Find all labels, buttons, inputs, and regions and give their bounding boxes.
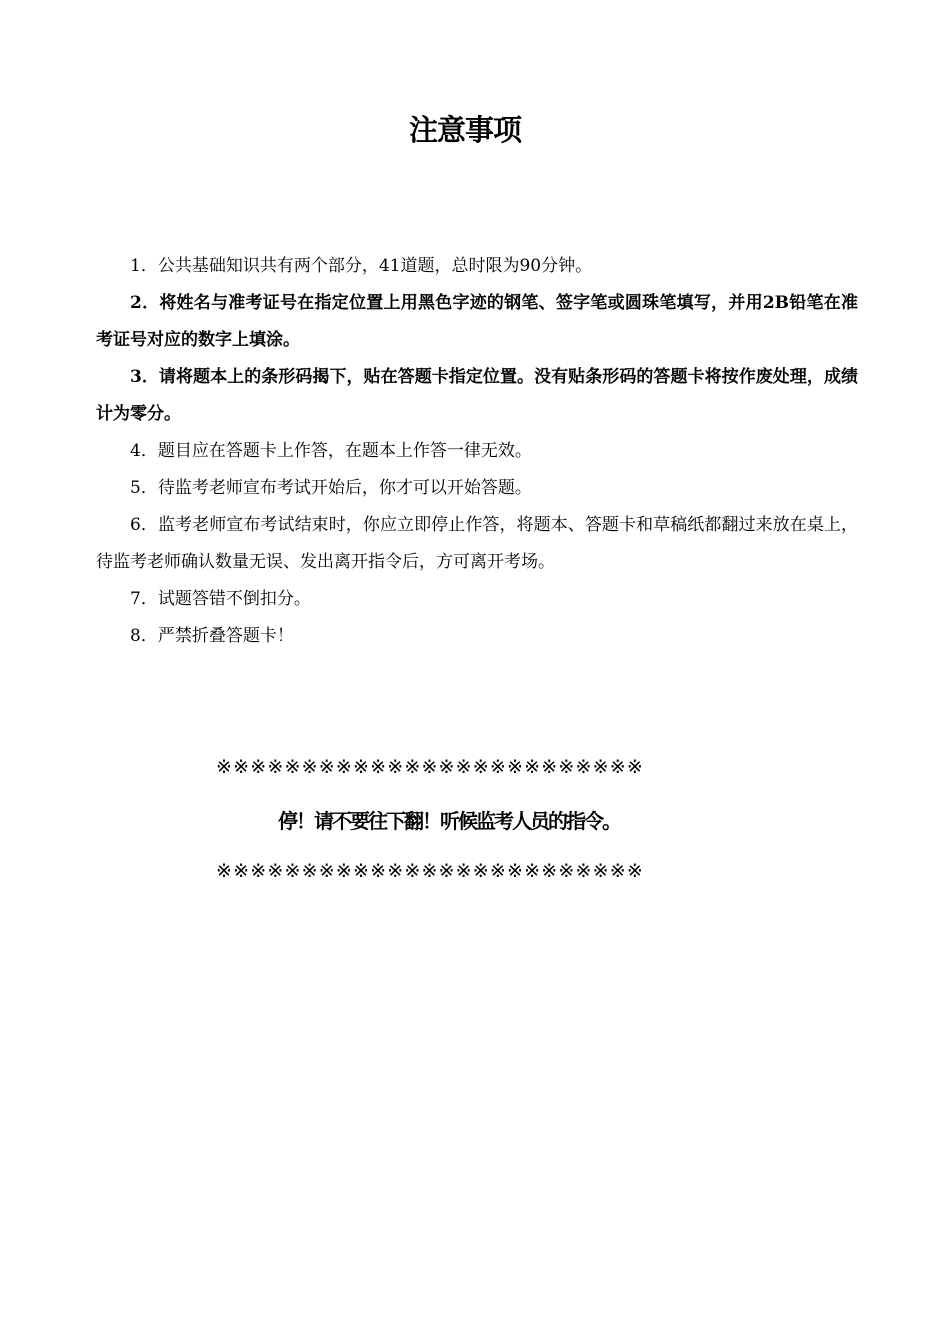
stop-notice: 停！请不要往下翻！听候监考人员的指令。 — [278, 809, 620, 833]
instruction-item-8: 8．严禁折叠答题卡！ — [130, 626, 294, 646]
instruction-item-4: 4．题目应在答题卡上作答，在题本上作答一律无效。 — [130, 441, 532, 461]
separator-top: ※※※※※※※※※※※※※※※※※※※※※※※※※ — [216, 756, 644, 778]
instruction-item-6: 6．监考老师宣布考试结束时，你应立即停止作答，将题本、答题卡和草稿纸都翻过来放在桌上，待监考老师确认数量无误、发出离开指令后，方可离开考场。 — [96, 515, 858, 572]
instructions-list — [96, 248, 858, 655]
separator-bottom: ※※※※※※※※※※※※※※※※※※※※※※※※※ — [216, 860, 644, 882]
instruction-item-5: 5．待监考老师宣布考试开始后，你才可以开始答题。 — [130, 478, 532, 498]
instruction-item-7: 7．试题答错不倒扣分。 — [130, 589, 311, 609]
page-title: 注意事项 — [408, 113, 521, 147]
instruction-item-2: 2．将姓名与准考证号在指定位置上用黑色字迹的钢笔、签字笔或圆珠笔填写，并用2B铅笔在准考证号对应的数字上填涂。 — [96, 293, 858, 350]
instruction-item-1: 1．公共基础知识共有两个部分，41道题，总时限为90分钟。 — [130, 256, 593, 276]
instruction-item-3: 3．请将题本上的条形码揭下，贴在答题卡指定位置。没有贴条形码的答题卡将按作废处理，成绩计为零分。 — [96, 367, 858, 424]
